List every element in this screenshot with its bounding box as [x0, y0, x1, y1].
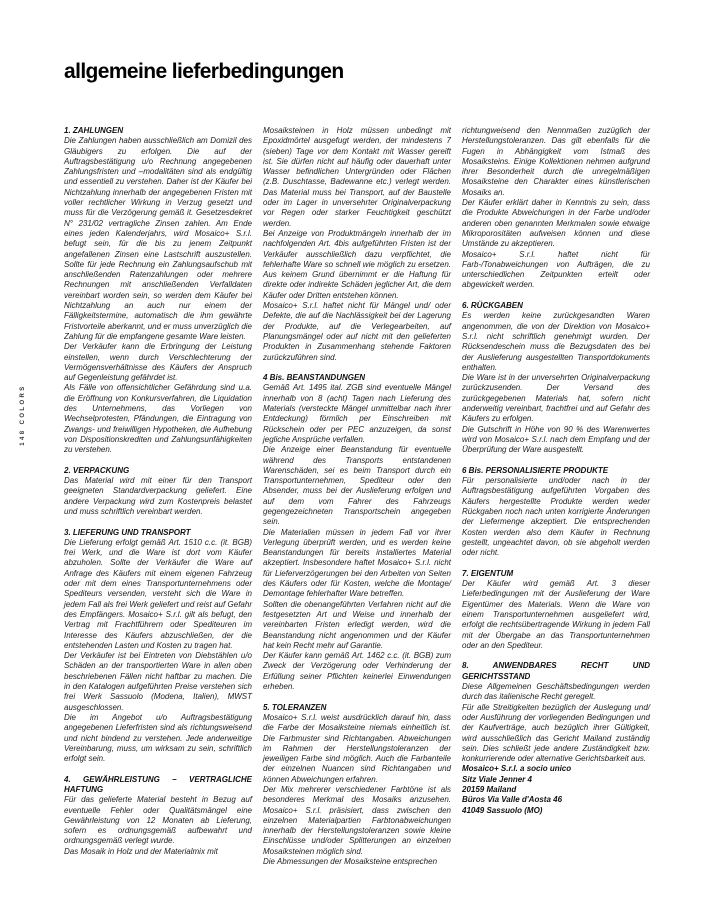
section-paragraph: Der Verkäufer ist bei Eintreten von Diebstählen u/o Schäden an der transportierten Ware in allen oben beschriebenen Fällen nicht haftbar zu machen. Die in den Katalogen aufgeführten Preise verstehen sich frei Werk Sassuolo (Modena, Italien), MWST ausgeschlossen. — [64, 651, 252, 712]
company-address-line: 20159 Mailand — [462, 785, 517, 794]
section-heading: 2. VERPACKUNG — [64, 465, 130, 475]
section-paragraph: Die im Angebot u/o Auftragsbestätigung angegebenen Lieferfristen sind als richtungsweisend und nicht bindend zu verstehen. Jede anderweitige Vereinbarung, muss, um wirksam zu sein, schriftlich erfolgt sein. — [64, 712, 252, 764]
section-paragraph: Der Käufer erklärt daher in Kenntnis zu sein, dass die Produkte Abweichungen in der Farbe und/oder anderen oben genannten Merkmalen sowie etwaige Mikroporositäten aufweisen können und diese Umstände zu akzeptieren. — [462, 198, 650, 249]
text-column-3 — [462, 126, 650, 816]
section-paragraph: Die Materialien müssen in jedem Fall vor ihrer Verlegung überprüft werden, und es werden keine Beanstandungen für bereits installiertes Material akzeptiert. Insbesondere haftet Mosaico+ S.r.l. nicht für Lieferverzögerungen bei den Arbeiten von Seiten des Käufers oder für Kosten, welche die Montage/ Demontage fehlerhafter Ware betreffen. — [263, 527, 451, 599]
section-paragraph: Für personalisierte und/oder nach in der Auftragsbestätigung aufgeführten Vorgaben des Käufers hergestellte Produkte werden weder Rückgaben noch nach unten korrigierte Änderungen der Liefermenge akzeptiert. Die entsprechenden Kosten werden also dem Käufer in Rechnung gestellt, ungeachtet davon, ob sie abgeholt werden oder nicht. — [462, 476, 650, 558]
page-folio: 148 COLORS — [20, 384, 26, 446]
section-paragraph: richtungweisend den Nennmaßen zuzüglich der Herstellungstoleranzen. Das gilt ebenfalls für die Fugen in Abhängigkeit vom Istmaß des Mosaiksteins. Einige Kollektionen nehmen aufgrund ihrer Besonderheit durch die unregelmäßigen Mosaiksteine den Charakter eines künstlerischen Mosaiks an. — [462, 126, 650, 197]
company-address-line: Mosaico+ S.r.l. a socio unico — [462, 764, 572, 774]
section-paragraph: Mosaico+ S.r.l. haftet nicht für Mängel und/ oder Defekte, die auf die Nachlässigkeit bei der Lagerung der Produkte, auf die Verlegearbeiten, auf Planungsmängel oder auf nicht mit den gelieferten Produkten in Zusammenhang stehende Faktoren zurückzuführen sind. — [263, 301, 451, 362]
section-paragraph: Es werden keine zurückgesandten Waren angenommen, die von der Direktion von Mosaico+ S.r.l. nicht schriftlich genehmigt wurden. Der Rücksendeschein muss die Bezugsdaten des bei der Auslieferung ausgestellten Transportdokuments enthalten. — [462, 311, 650, 372]
section-paragraph: Für das gelieferte Material besteht in Bezug auf eventuelle Fehler oder Qualitätsmängel eine Gewährleistung von 12 Monaten ab Lieferung, sofern es ordnungsgemäß aufbewahrt und ordnungsgemäß verlegt wurde. — [64, 795, 252, 846]
section-heading: 6. RÜCKGABEN — [462, 301, 523, 311]
section-paragraph: Mosaico+ S.r.l. haftet nicht für Farb-/Tonabweichungen von Aufträgen, die zu unterschiedlichen Zeitpunkten erteilt oder abgewickelt werden. — [462, 249, 650, 290]
section-paragraph: Die Zahlungen haben ausschließlich am Domizil des Gläubigers zu erfolgen. Die auf der Auftragsbestätigung u/o Rechnung angegebenen Zahlungsfristen und –modalitäten sind als endgültig und essentiell zu verstehen. Daher ist der Käufer bei Nichtzahlung innerhalb der angegebenen Fristen mit voller rechtlicher Wirkung in Verzug gesetzt und muss für die Verzögerung gemäß it. Gesetzesdekret N° 231/02 vertragliche Zinsen zahlen. Am Ende eines jeden Kalenderjahrs, wird Mosaico+ S.r.l. befugt sein, für die bis zu jenem Zeitpunkt angefallenen Zinsen eine Lastschrift auszustellen. Sollte für jede Rechnung ein Zahlungsaufschub mit anschließenden Ratenzahlungen oder mehrere Rechnungen mit anschließenden Verfalldaten vereinbart worden sein, so werden dem Käufer bei Nichtzahlung an auch nur einem der Fälligkeitstermine, automatisch die ihm gewährte Fristvorteile aberkannt, und er muss unverzüglich die Zahlung für die empfangene gesamte Ware leisten. — [64, 136, 252, 341]
section-paragraph: Das Material wird mit einer für den Transport geeigneten Standardverpackung geliefert. Eine andere Verpackung wird zum Kostenpreis belastet und muss schriftlich vereinbart werden. — [64, 476, 252, 516]
company-address-line: 41049 Sassuolo (MO) — [462, 805, 543, 815]
section-heading: 8. ANWENDBARES RECHT UND GERICHTSSTAND — [462, 661, 650, 681]
section-heading: 4 Bis. BEANSTANDUNGEN — [263, 373, 366, 383]
section-paragraph: Der Verkäufer kann die Erbringung der Leistung einstellen, wenn durch Verschlechterung der Vermögensverhältnisse des Käufers der Anspruch auf Gegenleistung gefährdet ist. — [64, 342, 252, 383]
text-column-2 — [263, 126, 451, 867]
section-paragraph: Der Käufer kann gemäß Art. 1462 c.c. (it. BGB) zum Zweck der Verzögerung oder Verhinderung der Erfüllung seiner Pflichten keinerlei Einwendungen erheben. — [263, 651, 451, 692]
section-paragraph: Sollten die obenangeführten Verfahren nicht auf die festgesetzten Art und Weise und innerhalb der vereinbarten Fristen erledigt werden, wird die Beanstandung nicht angenommen und der Käufer hat kein Recht mehr auf Garantie. — [263, 599, 451, 650]
section-paragraph: Als Fälle von offensichtlicher Gefährdung sind u.a. die Eröffnung von Konkursverfahren, die Liquidation des Unternehmens, das Vorliegen von Wechselprotesten, Pfändungen, die Eintragung von Zwangs- und freiwilligen Hypotheken, die Aufhebung von Dispositionskrediten und Zahlungsunfähigkeiten zu verstehen. — [64, 383, 252, 455]
text-column-1 — [64, 126, 252, 857]
section-paragraph: Die Lieferung erfolgt gemäß Art. 1510 c.c. (it. BGB) frei Werk, und die Ware ist dort vom Käufer abzuholen. Sollte der Verkäufer die Ware auf Anfrage des Käufers mit einem eigenen Fahrzeug oder mit dem eines Transportunternehmens oder Spediteurs versenden, versteht sich die Ware in jedem Fall als frei Werk geliefert und reist auf Gefahr des Empfängers. Mosaico+ S.r.l. gilt als befugt, den Vertrag mit Frachtführern oder Spediteuren im Interesse des Käufers abzuschließen, der die entstehenden Lasten und Kosten zu tragen hat. — [64, 537, 252, 650]
section-heading: 3. LIEFERUNG UND TRANSPORT — [64, 527, 191, 537]
company-address-line: Sitz Viale Jenner 4 — [462, 774, 532, 784]
company-address-line: Büros Via Valle d'Aosta 46 — [462, 795, 563, 805]
section-paragraph: Der Käufer wird gemäß Art. 3 dieser Lieferbedingungen mit der Auslieferung der Ware Eigentümer des Materials. Wenn die Ware von einem Transportunternehmen ausgeliefert wird, erfolgt die rechtsübertragende Wirkung in jedem Fall mit der Übergabe an das Transportunternehmen oder an den Spediteur. — [462, 579, 650, 650]
section-paragraph: Mosaiksteinen in Holz müssen unbedingt mit Epoxidmörtel ausgefugt werden, der mindestens 7 (sieben) Tage vor dem Kontakt mit Wasser gereift ist. Sie dürfen nicht auf häufig oder dauerhaft unter Wasser befindlichen Untergründen oder Flächen (z.B. Duschtasse, Badewanne etc.) verlegt werden. Das Material muss bei Transport, auf der Baustelle oder im Lager in unversehrter Originalverpackung vor Regen oder starker Feuchtigkeit geschützt werden. — [263, 126, 451, 228]
section-heading: 4. GEWÄHRLEISTUNG – VERTRAGLICHE HAFTUNG — [64, 774, 252, 794]
section-paragraph: Die Gutschrift in Höhe von 90 % des Warenwertes wird von Mosaico+ S.r.l. nach dem Empfang und der Überprüfung der Ware ausgestellt. — [462, 424, 650, 455]
section-paragraph: Mosaico+ S.r.l. weist ausdrücklich darauf hin, dass die Farbe der Mosaiksteine niemals einheitlich ist. Die Farbmuster sind Richtangaben. Abweichungen im Rahmen der Herstellungstoleranzen der jeweiligen Farbe sind möglich. Auch die Farbanteile der einzelnen Nuancen sind Richtangaben und können Abweichungen erfahren. — [263, 712, 451, 784]
page-title: allgemeine lieferbedingungen — [64, 60, 344, 83]
section-paragraph: Die Ware ist in der unversehrten Originalverpackung zurückzusenden. Der Versand des zurückgegebenen Materials hat, sofern nicht anderweitig vereinbart, frachtfrei und auf Gefahr des Käufers zu erfolgen. — [462, 373, 650, 424]
section-paragraph: Die Abmessungen der Mosaiksteine entsprechen — [263, 857, 438, 867]
section-heading: 5. TOLERANZEN — [263, 702, 327, 712]
section-heading: 7. EIGENTUM — [462, 568, 514, 578]
section-paragraph: Gemäß Art. 1495 ital. ZGB sind eventuelle Mängel innerhalb von 8 (acht) Tagen nach Lieferung des Materials (versteckte Mängel unmittelbar nach ihrer Entdeckung) förmlich per Einschreiben mit Rückschein oder per PEC anzuzeigen, da sonst jegliche Ansprüche verfallen. — [263, 383, 451, 444]
section-heading: 1. ZAHLUNGEN — [64, 126, 124, 135]
section-paragraph: Für alle Streitigkeiten bezüglich der Auslegung und/ oder Ausführung der vorliegenden Bedingungen und der Kaufverträge, auch bezüglich ihrer Gültigkeit, wird ausschließlich das Gericht Mailand zuständig sein. Dies schließt jede andere Zuständigkeit bzw. konkurrierende oder alternative Gerichtsbarkeit aus. — [462, 702, 650, 764]
section-paragraph: Der Mix mehrerer verschiedener Farbtöne ist als besonderes Merkmal des Mosaiks anzusehen. Mosaico+ S.r.l. präsisiert, dass zwischen den einzelnen Materialpartien Farbtonabweichungen innerhalb der Herstellungstoleranzen sowie kleine Einschlüsse und/oder Splitterungen an einzelnen Mosaiksteinen möglich sind. — [263, 785, 451, 856]
section-heading: 6 Bis. PERSONALISIERTE PRODUKTE — [462, 465, 609, 475]
section-paragraph: Diese Allgemeinen Geschäftsbedingungen werden durch das italienische Recht geregelt. — [462, 682, 650, 702]
section-paragraph: Das Mosaik in Holz und der Materialmix mit — [64, 846, 218, 856]
section-paragraph: Bei Anzeige von Produktmängeln innerhalb der im nachfolgenden Art. 4bis aufgeführten Fristen ist der Verkäufer ausschließlich dazu verpflichtet, die fehlerhafte Ware so schnell wie möglich zu ersetzen. Aus keinem Grund übernimmt er die Haftung für direkte oder indirekte Schäden jeglicher Art, die dem Käufer oder Dritten entstehen können. — [263, 228, 451, 300]
section-paragraph: Die Anzeige einer Beanstandung für eventuelle während des Transports entstandenen Warenschäden, sei es beim Transport durch ein Transportunternehmen, Spediteur oder den Absender, muss bei der Auslieferung erfolgen und auf dem vom Fahrer des Fahrzeugs gegengezeichneten Transportschein angegeben sein. — [263, 445, 451, 527]
